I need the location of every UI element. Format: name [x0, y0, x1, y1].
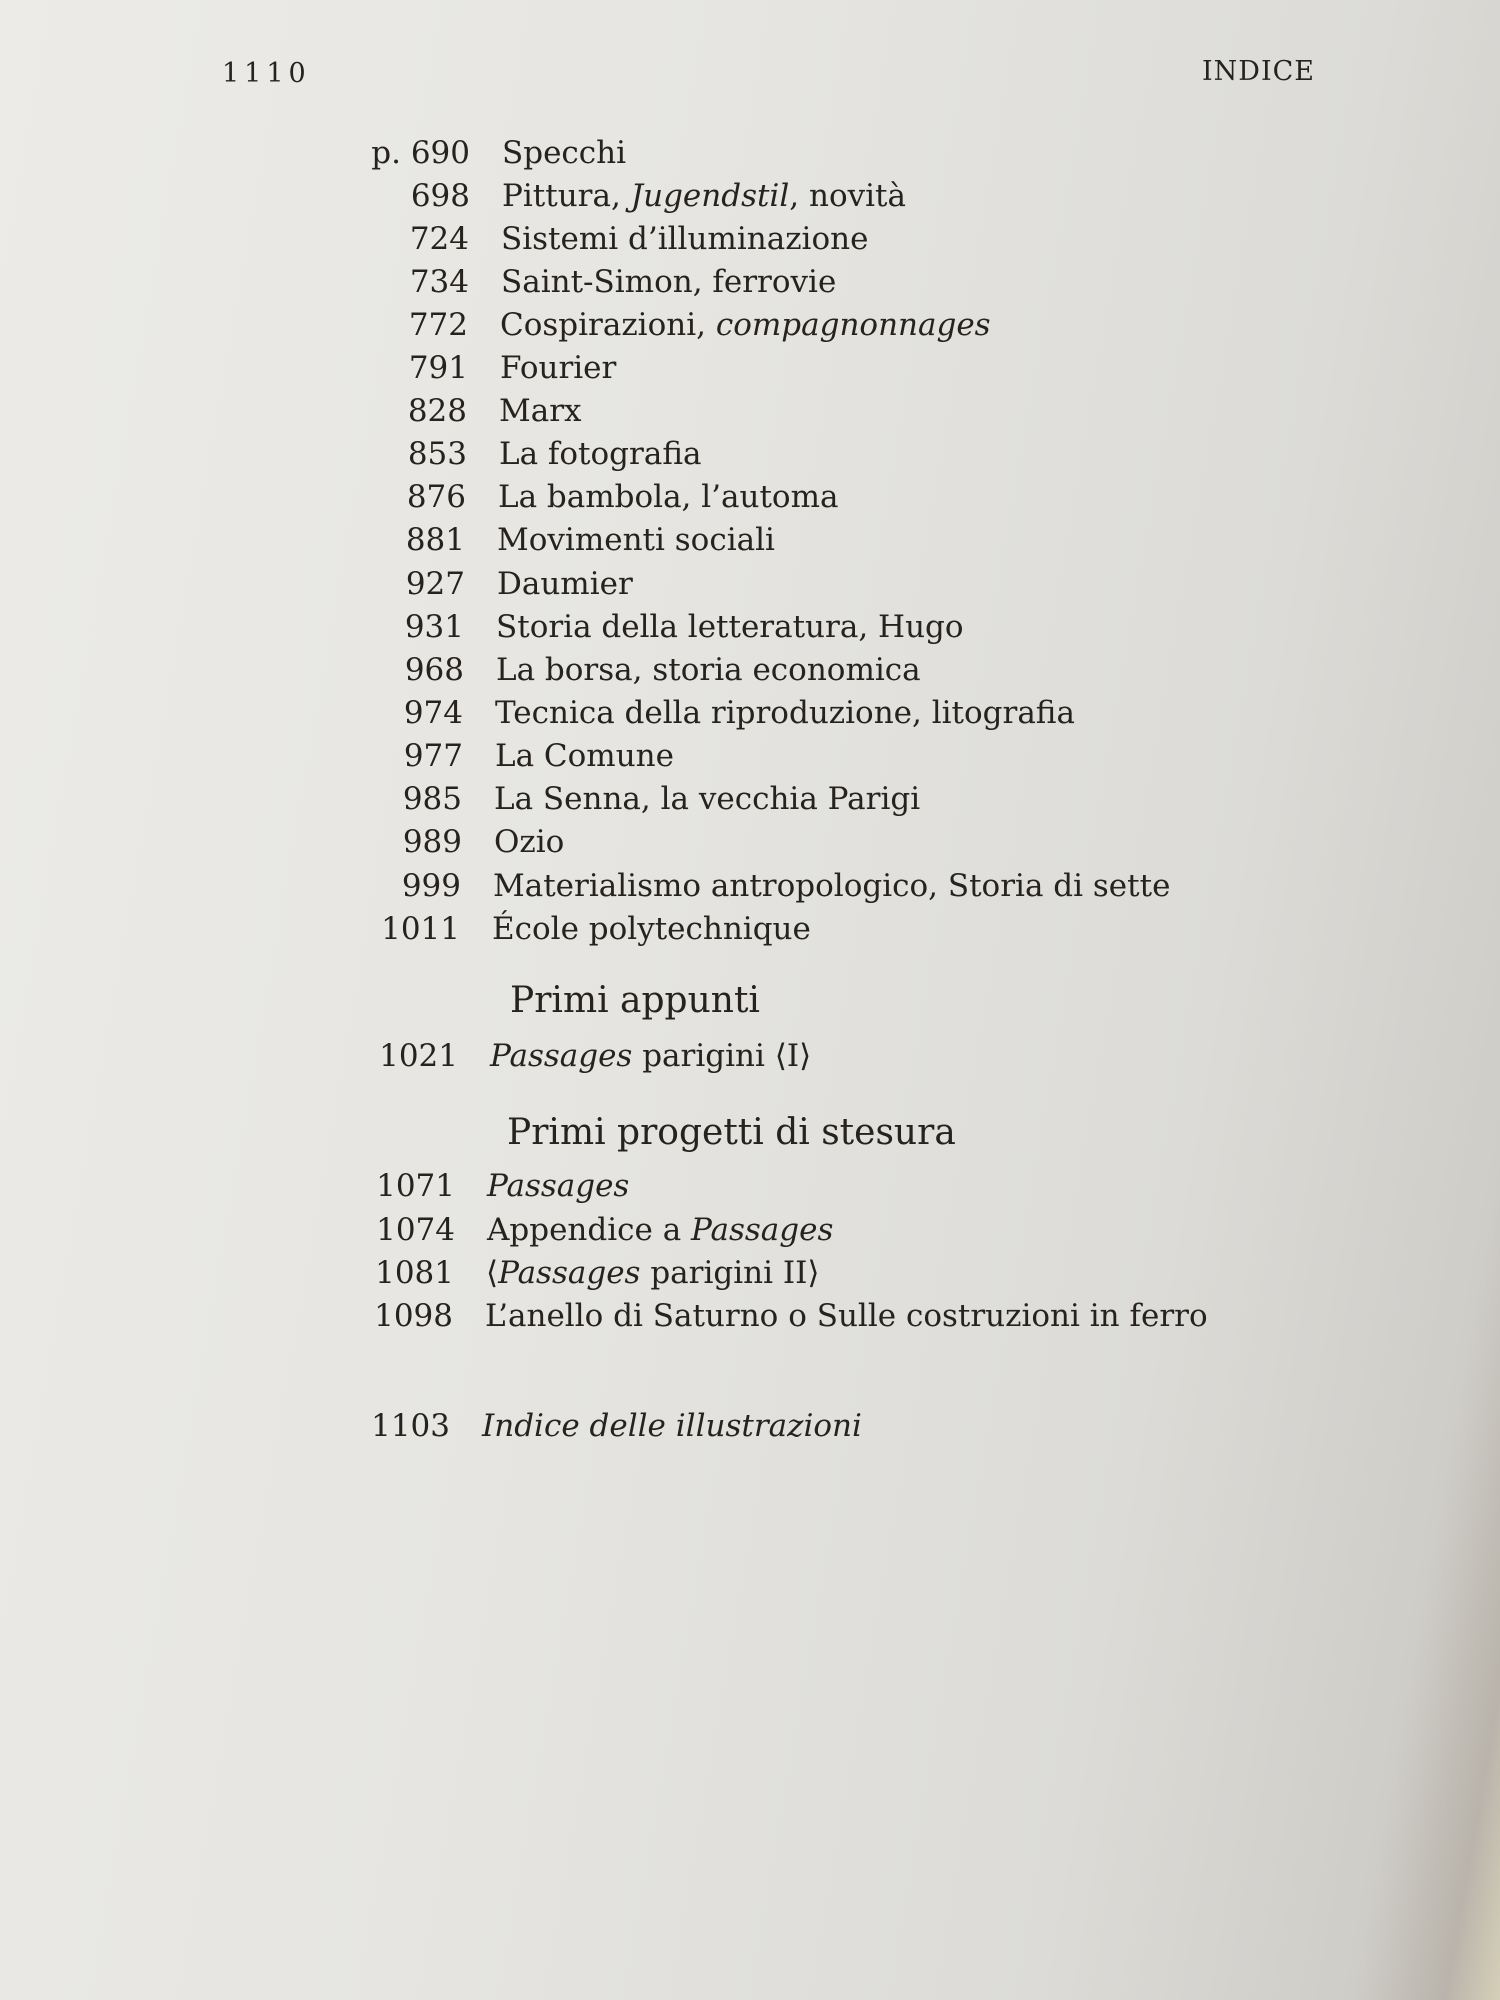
toc-title: Passages [487, 1168, 630, 1204]
toc-page: 876 [406, 479, 466, 515]
toc-title: L’anello di Saturno o Sulle costruzioni in ferro [485, 1298, 1208, 1334]
toc-page: 974 [403, 695, 463, 731]
toc-title: La bambola, l’automa [498, 479, 839, 515]
toc-page: 989 [402, 824, 462, 860]
toc-page: 1071 [376, 1168, 455, 1204]
running-title: INDICE [1202, 56, 1315, 87]
toc-title: Appendice a Passages [487, 1212, 834, 1248]
toc-title: La Senna, la vecchia Parigi [494, 781, 921, 817]
toc-title: La borsa, storia economica [496, 652, 921, 688]
toc-title: Indice delle illustrazioni [482, 1408, 862, 1444]
toc-page: 1074 [376, 1212, 455, 1248]
toc-title: Cospirazioni, compagnonnages [500, 307, 991, 343]
toc-title: La fotografia [499, 436, 702, 472]
toc-page: 853 [407, 436, 467, 472]
toc-title: Sistemi d’illuminazione [501, 221, 869, 257]
toc-title: Marx [499, 393, 582, 429]
toc-page: 881 [405, 522, 465, 558]
toc-page: 772 [408, 307, 468, 343]
toc-page: 1098 [374, 1298, 453, 1334]
toc-page: 931 [404, 609, 464, 645]
toc-page: 1011 [381, 911, 460, 947]
toc-page: 927 [405, 566, 465, 602]
toc-page: 828 [407, 393, 467, 429]
toc-title: Storia della letteratura, Hugo [496, 609, 964, 645]
toc-page: 1021 [379, 1038, 458, 1074]
section-heading: Primi progetti di stesura [507, 1112, 956, 1153]
toc-title: Movimenti sociali [497, 522, 775, 558]
toc-title: Specchi [502, 135, 627, 171]
toc-page: 985 [402, 781, 462, 817]
toc-page: 698 [410, 178, 470, 214]
toc-page: 791 [408, 350, 468, 386]
toc-page: 968 [404, 652, 464, 688]
toc-page: 734 [409, 264, 469, 300]
toc-title: Passages parigini ⟨I⟩ [490, 1038, 812, 1074]
toc-page: 1081 [375, 1255, 454, 1291]
toc-title: Daumier [497, 566, 633, 602]
toc-title: ⟨Passages parigini II⟩ [486, 1255, 820, 1291]
toc-page: 724 [409, 221, 469, 257]
toc-title: École polytechnique [492, 911, 811, 947]
toc-page: p. 690 [371, 135, 470, 171]
toc-page: 977 [403, 738, 463, 774]
toc-title: Saint-Simon, ferrovie [501, 264, 837, 300]
toc-title: Materialismo antropologico, Storia di sette [493, 868, 1171, 904]
toc-title: Fourier [500, 350, 617, 386]
page-number: 1110 [222, 58, 311, 89]
toc-page: 1103 [371, 1408, 450, 1444]
toc-title: Pittura, Jugendstil, novità [502, 178, 906, 214]
section-heading: Primi appunti [510, 980, 760, 1021]
toc-page: 999 [401, 868, 461, 904]
toc-title: Tecnica della riproduzione, litografia [495, 695, 1075, 731]
toc-title: Ozio [494, 824, 565, 860]
toc-title: La Comune [495, 738, 674, 774]
